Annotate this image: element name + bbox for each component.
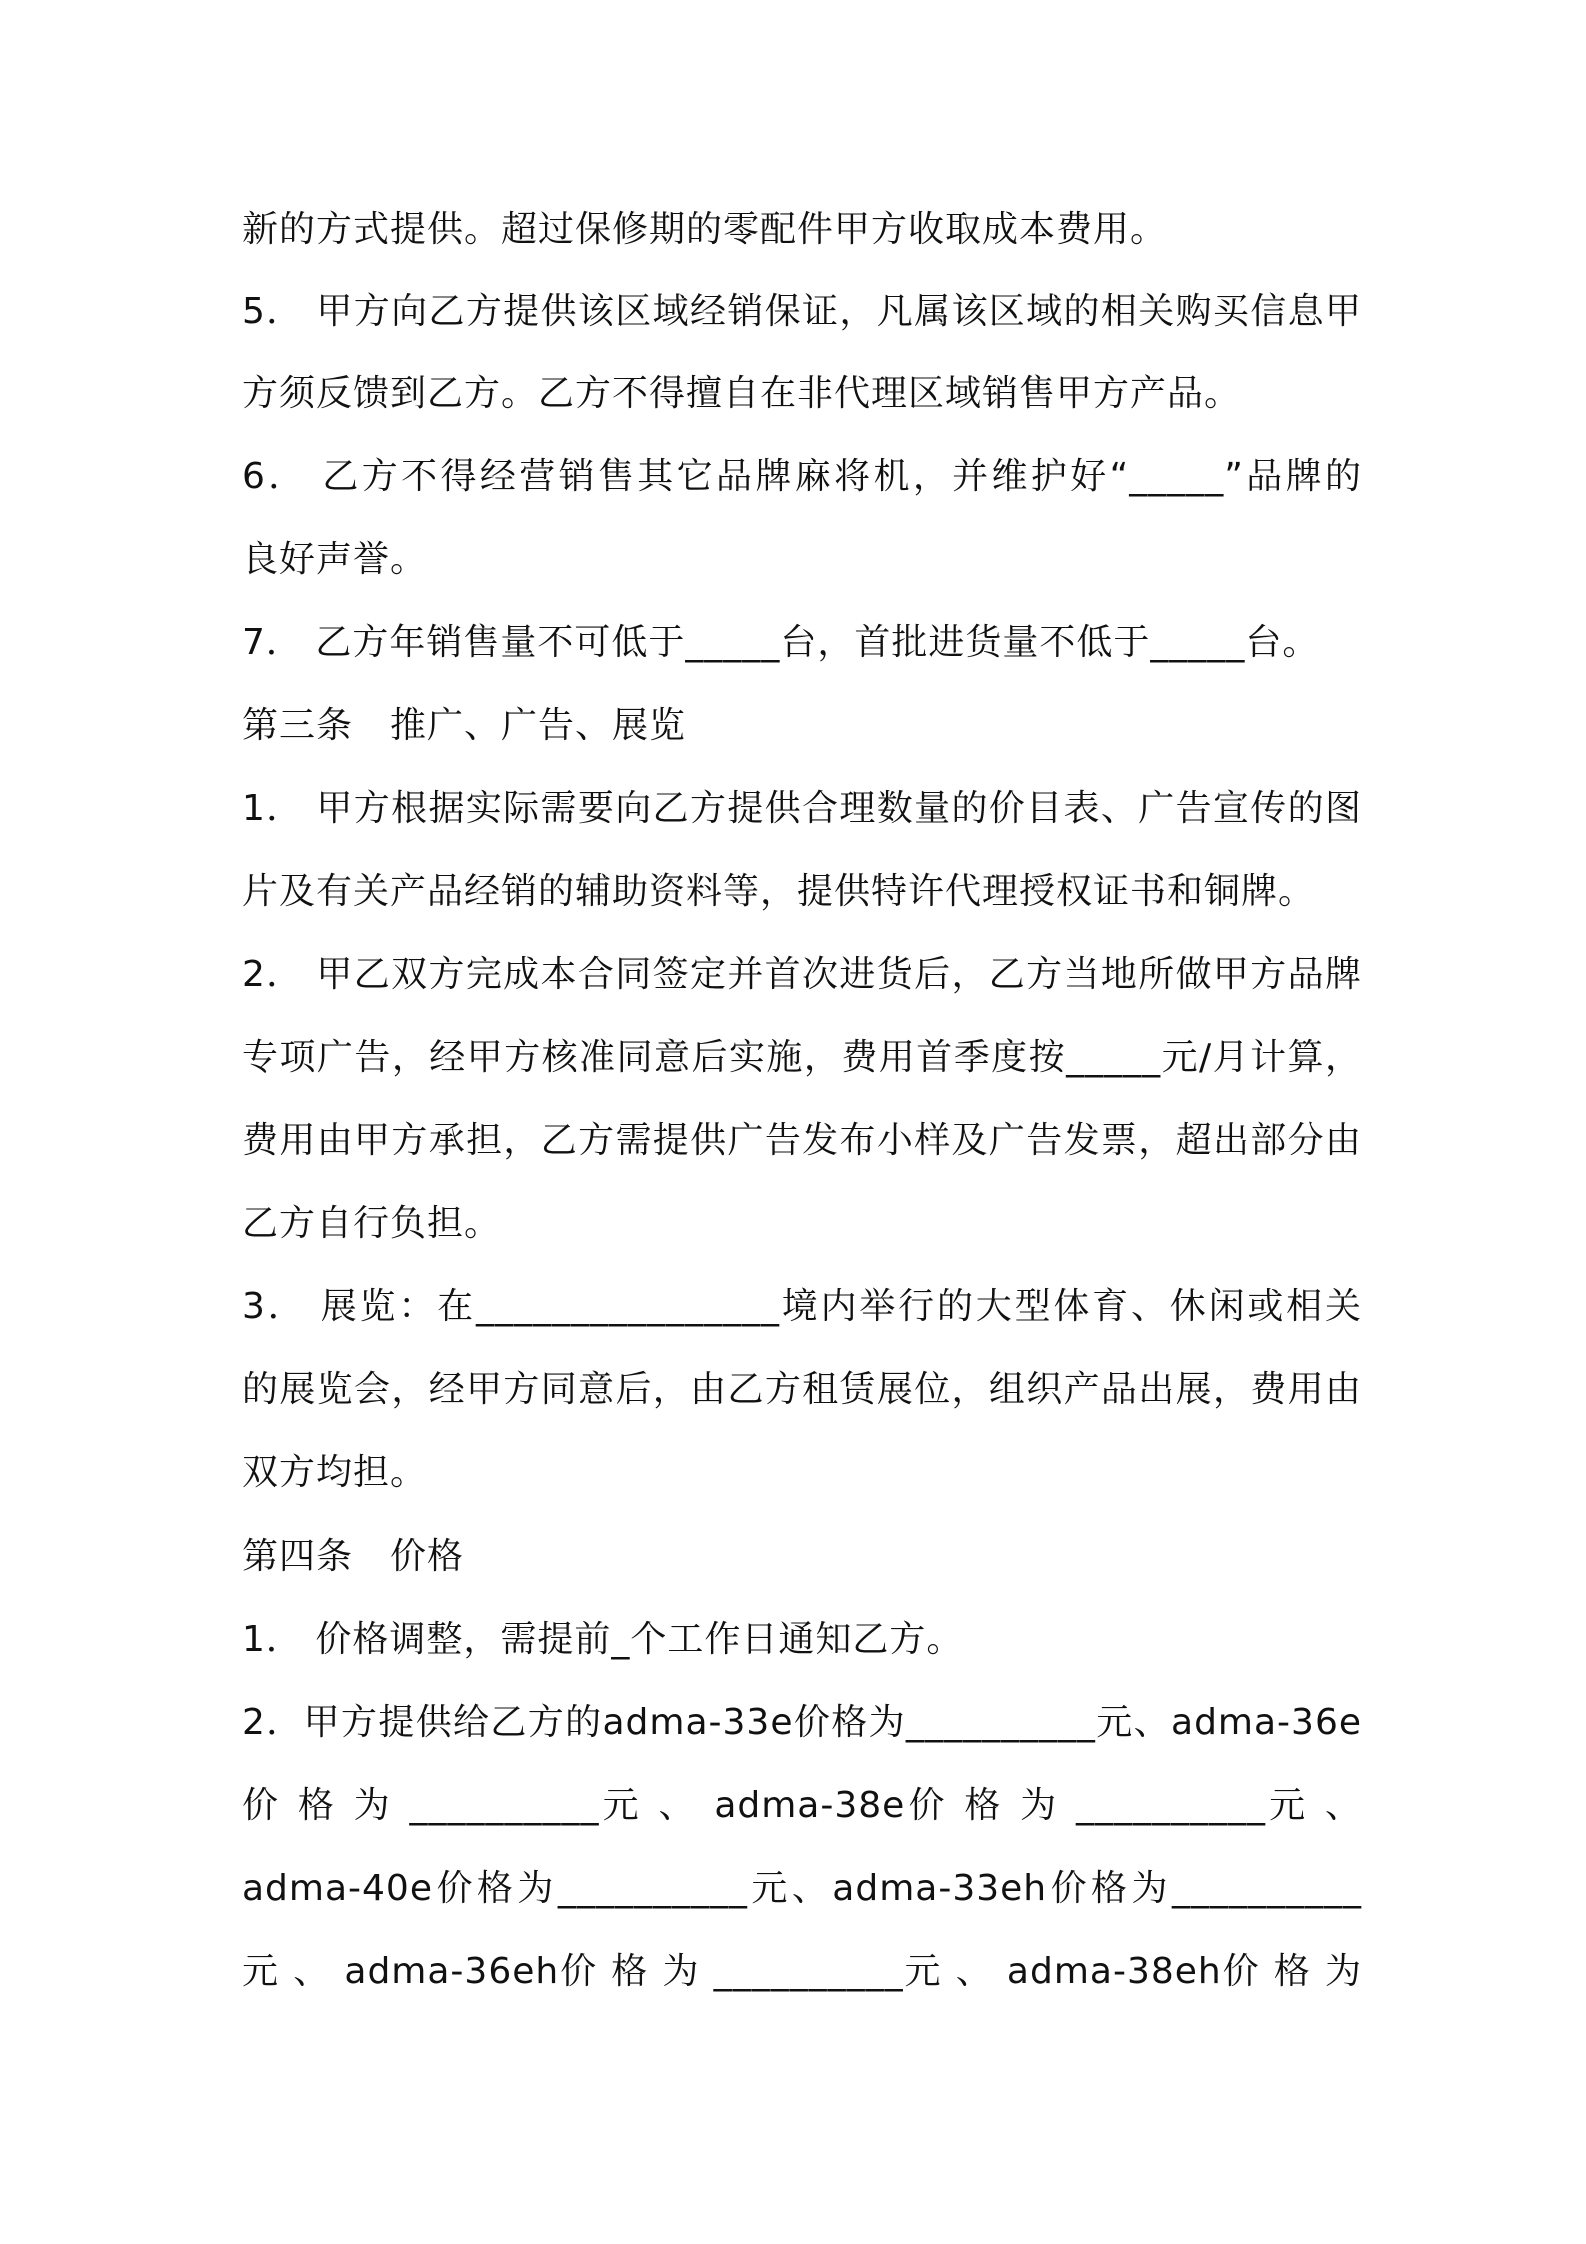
text-line: 元 、 adma-36eh价 格 为 __________元 、 adma-38eh价 格 为 (242, 1951, 1362, 1992)
text-line: 乙方自行负担。 (242, 1203, 502, 1244)
text-line: 3． 展览：在________________境内举行的大型体育、休闲或相关 (242, 1286, 1362, 1327)
text-line: 双方均担。 (242, 1452, 428, 1493)
text-line: 费用由甲方承担，乙方需提供广告发布小样及广告发票，超出部分由 (242, 1120, 1362, 1161)
section-heading: 第四条 价格 (242, 1536, 465, 1577)
text-line: 方须反馈到乙方。乙方不得擅自在非代理区域销售甲方产品。 (242, 373, 1242, 414)
text-line: 专项广告，经甲方核准同意后实施，费用首季度按_____元/月计算， (242, 1037, 1362, 1078)
text-line: 片及有关产品经销的辅助资料等，提供特许代理授权证书和铜牌。 (242, 871, 1316, 912)
text-line: 2．甲方提供给乙方的adma-33e价格为__________元、adma-36e (242, 1702, 1362, 1743)
section-heading: 第三条 推广、广告、展览 (242, 705, 687, 746)
text-line: 6． 乙方不得经营销售其它品牌麻将机，并维护好“_____”品牌的 (242, 456, 1362, 497)
text-line: adma-40e价格为__________元、adma-33eh价格为__________ (242, 1868, 1362, 1909)
text-line: 1． 甲方根据实际需要向乙方提供合理数量的价目表、广告宣传的图 (242, 788, 1362, 829)
text-line: 新的方式提供。超过保修期的零配件甲方收取成本费用。 (242, 209, 1168, 250)
text-line: 7． 乙方年销售量不可低于_____台，首批进货量不低于_____台。 (242, 622, 1320, 663)
text-line: 1． 价格调整，需提前_个工作日通知乙方。 (242, 1619, 964, 1660)
text-line: 的展览会，经甲方同意后，由乙方租赁展位，组织产品出展，费用由 (242, 1369, 1362, 1410)
text-line: 良好声誉。 (242, 539, 428, 580)
text-line: 2． 甲乙双方完成本合同签定并首次进货后，乙方当地所做甲方品牌 (242, 954, 1362, 995)
text-line: 价 格 为 __________元 、 adma-38e价 格 为 __________元 、 (242, 1785, 1362, 1826)
text-line: 5． 甲方向乙方提供该区域经销保证，凡属该区域的相关购买信息甲 (242, 291, 1362, 332)
